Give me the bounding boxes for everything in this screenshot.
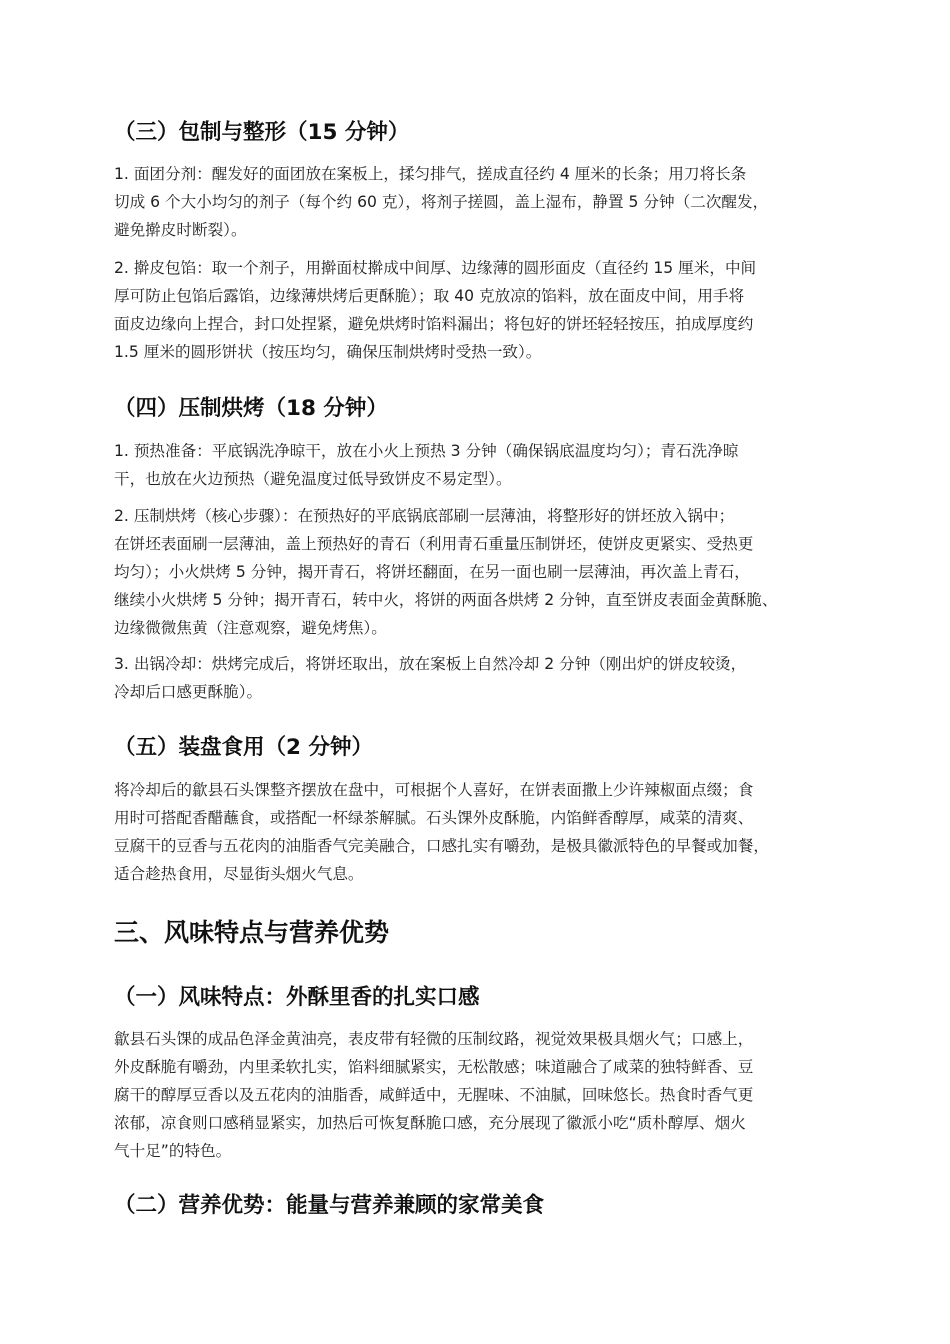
text-line: 豆腐干的豆香与五花肉的油脂香气完美融合，口感扎实有嚼劲，是极具徽派特色的早餐或加餐， — [114, 837, 769, 855]
text-line: 2. 压制烘烤（核心步骤）：在预热好的平底锅底部刷一层薄油，将整形好的饼坯放入锅中； — [114, 507, 735, 525]
paragraph-dough-division — [114, 160, 846, 244]
text-line: 1.5 厘米的圆形饼状（按压均匀，确保压制烘烤时受热一致）。 — [114, 343, 542, 361]
text-line: 干，也放在火边预热（避免温度过低导致饼皮不易定型）。 — [114, 470, 512, 488]
paragraph-cooling — [114, 650, 846, 706]
text-line: 避免擀皮时断裂）。 — [114, 221, 247, 239]
paragraph-rolling-filling — [114, 254, 846, 366]
paragraph-press-bake — [114, 502, 846, 642]
text-line: 均匀）；小火烘烤 5 分钟，揭开青石，将饼坯翻面，在另一面也刷一层薄油，再次盖上青石， — [114, 563, 750, 581]
section-heading-serving: （五）装盘食用（2 分钟） — [114, 735, 373, 760]
text-line: 厚可防止包馅后露馅，边缘薄烘烤后更酥脆）；取 40 克放凉的馅料，放在面皮中间，用手将 — [114, 287, 745, 305]
text-line: 2. 擀皮包馅：取一个剂子，用擀面杖擀成中间厚、边缘薄的圆形面皮（直径约 15 厘米，中间 — [114, 259, 757, 277]
text-line: 外皮酥脆有嚼劲，内里柔软扎实，馅料细腻紧实，无松散感；味道融合了咸菜的独特鲜香、豆 — [114, 1058, 754, 1076]
text-line: 浓郁，凉食则口感稍显紧实，加热后可恢复酥脆口感，充分展现了徽派小吃“质朴醇厚、烟火 — [114, 1114, 746, 1132]
text-line: 歙县石头馃的成品色泽金黄油亮，表皮带有轻微的压制纹路，视觉效果极具烟火气；口感上， — [114, 1030, 754, 1048]
text-line: 气十足”的特色。 — [114, 1142, 232, 1160]
text-line: 面皮边缘向上捏合，封口处捏紧，避免烘烤时馅料漏出；将包好的饼坯轻轻按压，拍成厚度约 — [114, 315, 754, 333]
paragraph-serving — [114, 776, 846, 888]
paragraph-preheat — [114, 437, 846, 493]
section-heading-nutrition: （二）营养优势：能量与营养兼顾的家常美食 — [114, 1193, 545, 1218]
section-heading-baking: （四）压制烘烤（18 分钟） — [114, 396, 388, 421]
text-line: 腐干的醇厚豆香以及五花肉的油脂香，咸鲜适中，无腥味、不油腻，回味悠长。热食时香气更 — [114, 1086, 754, 1104]
section-heading-shaping: （三）包制与整形（15 分钟） — [114, 120, 410, 145]
text-line: 将冷却后的歙县石头馃整齐摆放在盘中，可根据个人喜好，在饼表面撒上少许辣椒面点缀；食 — [114, 781, 754, 799]
text-line: 1. 预热准备：平底锅洗净晾干，放在小火上预热 3 分钟（确保锅底温度均匀）；青石洗净晾 — [114, 442, 739, 460]
text-line: 1. 面团分剂：醒发好的面团放在案板上，揉匀排气，搓成直径约 4 厘米的长条；用刀将长条 — [114, 165, 747, 183]
text-line: 继续小火烘烤 5 分钟；揭开青石，转中火，将饼的两面各烘烤 2 分钟，直至饼皮表面金黄酥脆、 — [114, 591, 778, 609]
text-line: 用时可搭配香醋蘸食，或搭配一杯绿茶解腻。石头馃外皮酥脆，内馅鲜香醇厚，咸菜的清爽、 — [114, 809, 754, 827]
text-line: 边缘微微焦黄（注意观察，避免烤焦）。 — [114, 619, 387, 637]
text-line: 切成 6 个大小均匀的剂子（每个约 60 克），将剂子搓圆，盖上湿布，静置 5 分钟（二次醒发， — [114, 193, 769, 211]
section-heading-flavor: （一）风味特点：外酥里香的扎实口感 — [114, 985, 480, 1010]
text-line: 冷却后口感更酥脆）。 — [114, 683, 263, 701]
text-line: 在饼坯表面刷一层薄油，盖上预热好的青石（利用青石重量压制饼坯，使饼皮更紧实、受热更 — [114, 535, 754, 553]
chapter-heading-flavor-nutrition: 三、风味特点与营养优势 — [114, 918, 390, 947]
text-line: 适合趁热食用，尽显街头烟火气息。 — [114, 865, 364, 883]
paragraph-flavor — [114, 1025, 846, 1165]
text-line: 3. 出锅冷却：烘烤完成后，将饼坯取出，放在案板上自然冷却 2 分钟（刚出炉的饼皮较烫， — [114, 655, 747, 673]
